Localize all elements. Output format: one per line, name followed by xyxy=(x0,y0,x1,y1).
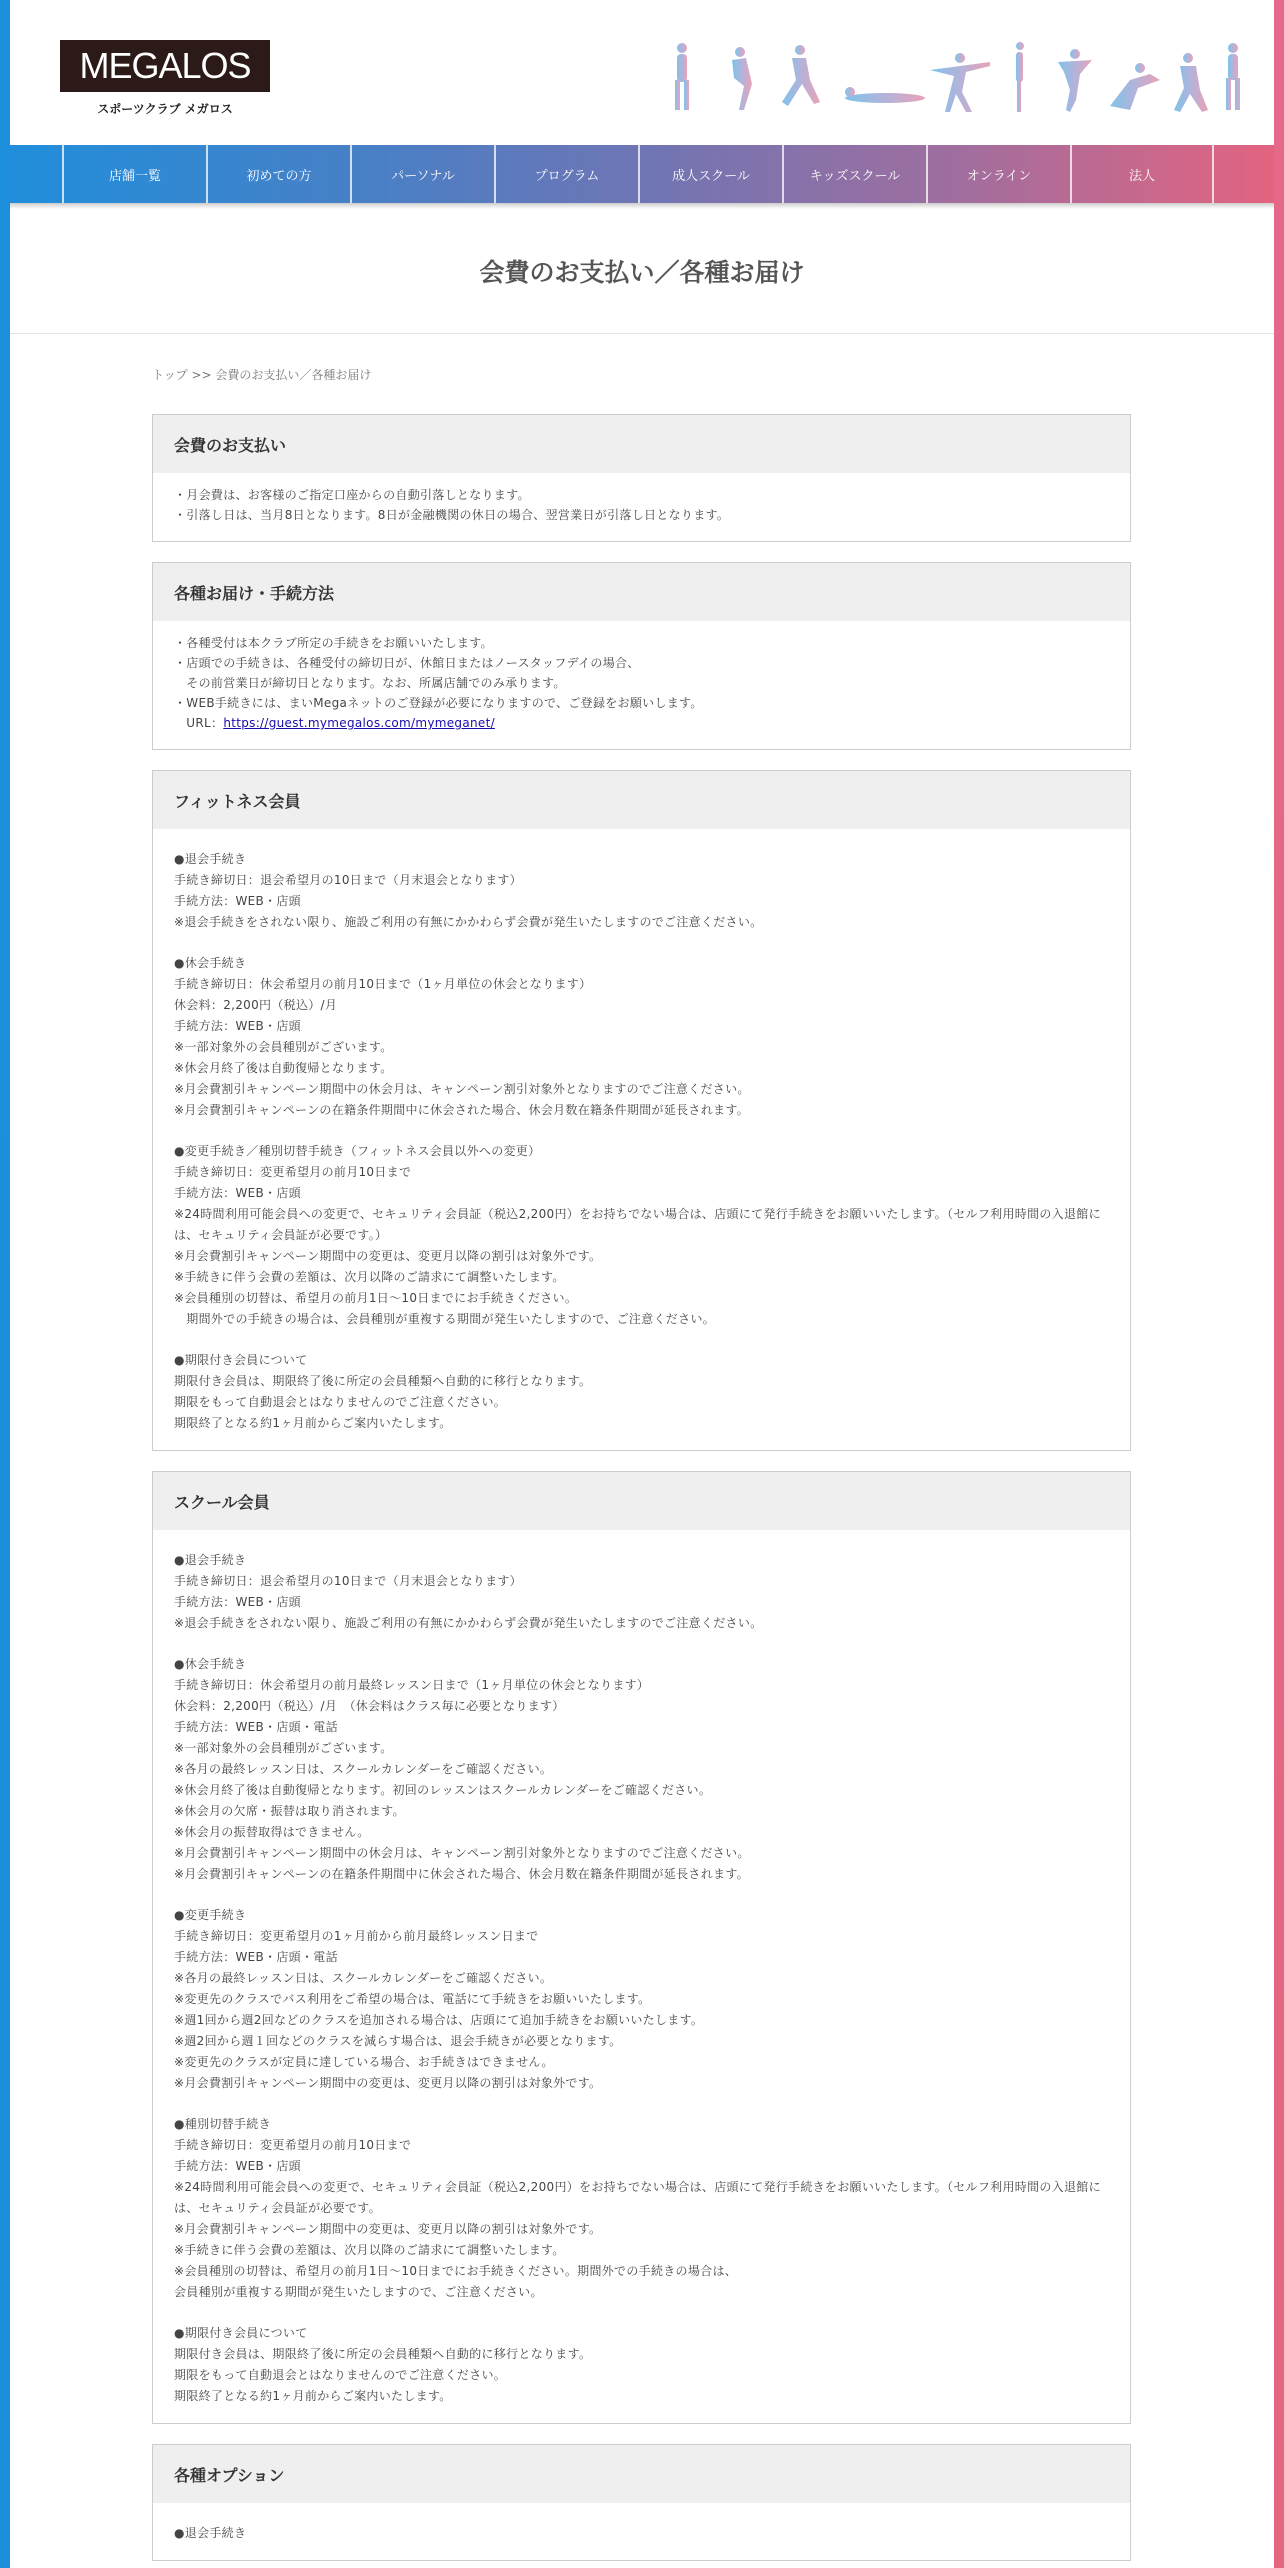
panel-line: ●退会手続き xyxy=(174,2526,247,2540)
panel-line: 手続方法：WEB・店頭 xyxy=(174,2159,301,2173)
panel-line: ※休会月の振替取得はできません。 xyxy=(174,1825,370,1839)
nav-program[interactable]: プログラム xyxy=(494,145,638,203)
panel-line: ・店頭での手続きは、各種受付の締切日が、休館日またはノースタッフデイの場合、 xyxy=(174,656,640,670)
panel-line: ※変更先のクラスが定員に達している場合、お手続きはできません。 xyxy=(174,2055,554,2069)
panel-line: ※月会費割引キャンペーン期間中の休会月は、キャンペーン割引対象外となりますのでご注意ください。 xyxy=(174,1846,750,1860)
nav-store-list[interactable]: 店舗一覧 xyxy=(62,145,206,203)
section-heading: ●変更手続き xyxy=(174,1908,247,1922)
site-header xyxy=(10,0,1274,145)
payment-panel xyxy=(152,414,1131,542)
panel-line: 手続方法：WEB・店頭・電話 xyxy=(174,1950,338,1964)
panel-line: ※月会費割引キャンペーンの在籍条件期間中に休会された場合、休会月数在籍条件期間が延長されます。 xyxy=(174,1103,749,1117)
panel-line: ※一部対象外の会員種別がございます。 xyxy=(174,1040,393,1054)
panel-line: ※休会月終了後は自動復帰となります。初回のレッスンはスクールカレンダーをご確認ください。 xyxy=(174,1783,712,1797)
panel-line: ※退会手続きをされない限り、施設ご利用の有無にかかわらず会費が発生いたしますのでご注意ください。 xyxy=(174,1616,763,1630)
main-content xyxy=(152,414,1131,2568)
nav-adult-school[interactable]: 成人スクール xyxy=(638,145,782,203)
mymeganet-link[interactable]: https://guest.mymegalos.com/mymeganet/ xyxy=(223,716,495,730)
url-label: URL： xyxy=(174,716,224,730)
panel-line: 手続き締切日：退会希望月の10日まで（月末退会となります） xyxy=(174,873,522,887)
panel-line: ※休会月の欠席・振替は取り消されます。 xyxy=(174,1804,405,1818)
breadcrumb xyxy=(152,366,371,383)
main-nav xyxy=(0,145,1284,203)
panel-line: ※月会費割引キャンペーン期間中の変更は、変更月以降の割引は対象外です。 xyxy=(174,2076,602,2090)
panel-line: 手続き締切日：退会希望月の10日まで（月末退会となります） xyxy=(174,1574,522,1588)
panel-title: スクール会員 xyxy=(153,1472,1130,1530)
panel-line: ※週2回から週１回などのクラスを減らす場合は、退会手続きが必要となります。 xyxy=(174,2034,622,2048)
panel-line: ※月会費割引キャンペーン期間中の変更は、変更月以降の割引は対象外です。 xyxy=(174,1249,602,1263)
title-band xyxy=(10,209,1274,334)
panel-body xyxy=(153,473,1130,541)
nav-first-time[interactable]: 初めての方 xyxy=(206,145,350,203)
panel-body xyxy=(153,829,1130,1450)
breadcrumb-current: 会費のお支払い／各種お届け xyxy=(215,368,372,382)
url-line xyxy=(174,713,1109,733)
panel-line: ※会員種別の切替は、希望月の前月1日～10日までにお手続きください。 xyxy=(174,1291,578,1305)
panel-line: ※手続きに伴う会費の差額は、次月以降のご請求にて調整いたします。 xyxy=(174,1270,565,1284)
panel-line: 会員種別が重複する期間が発生いたしますので、ご注意ください。 xyxy=(174,2285,543,2299)
panel-body xyxy=(153,621,1130,749)
section-heading: ●退会手続き xyxy=(174,1553,247,1567)
panel-line: ※会員種別の切替は、希望月の前月1日～10日までにお手続きください。期間外での手続きの場合は、 xyxy=(174,2264,738,2278)
panel-line: ※変更先のクラスでバス利用をご希望の場合は、電話にて手続きをお願いいたします。 xyxy=(174,1992,651,2006)
panel-line: ※各月の最終レッスン日は、スクールカレンダーをご確認ください。 xyxy=(174,1971,553,1985)
panel-line: ※月会費割引キャンペーンの在籍条件期間中に休会された場合、休会月数在籍条件期間が延長されます。 xyxy=(174,1867,749,1881)
options-panel xyxy=(152,2444,1131,2561)
breadcrumb-home-link[interactable]: トップ xyxy=(152,368,188,382)
panel-line: 手続方法：WEB・店頭 xyxy=(174,1186,301,1200)
group-gap xyxy=(174,933,1109,953)
panel-line: ・各種受付は本クラブ所定の手続きをお願いいたします。 xyxy=(174,636,493,650)
section-heading: ●休会手続き xyxy=(174,1657,247,1671)
section-heading: ●種別切替手続き xyxy=(174,2117,271,2131)
group-gap xyxy=(174,1121,1109,1141)
page-title: 会費のお支払い／各種お届け xyxy=(479,258,805,287)
panel-title: フィットネス会員 xyxy=(153,771,1130,829)
left-color-bar xyxy=(0,0,10,2568)
panel-line: 期限終了となる約1ヶ月前からご案内いたします。 xyxy=(174,1416,452,1430)
panel-line: 手続方法：WEB・店頭 xyxy=(174,1595,301,1609)
logo-tagline: スポーツクラブ メガロス xyxy=(97,102,233,116)
panel-line: ※24時間利用可能会員への変更で、セキュリティ会員証（税込2,200円）をお持ちでない場合は、店頭にて発行手続きをお願いいたします。（セルフ利用時間の入退館には、セキュリティ会員証が必要です。） xyxy=(174,1207,1101,1242)
panel-line: その前営業日が締切日となります。なお、所属店舗でのみ承ります。 xyxy=(174,676,566,690)
panel-title: 各種オプション xyxy=(153,2445,1130,2503)
panel-line: ※月会費割引キャンペーン期間中の変更は、変更月以降の割引は対象外です。 xyxy=(174,2222,602,2236)
panel-line: 手続方法：WEB・店頭 xyxy=(174,1019,301,1033)
panel-line: ※休会月終了後は自動復帰となります。 xyxy=(174,1061,393,1075)
panel-line: 休会料：2,200円（税込）/月 （休会料はクラス毎に必要となります） xyxy=(174,1699,565,1713)
athlete-silhouettes-icon xyxy=(660,40,1250,120)
group-gap xyxy=(174,1330,1109,1350)
panel-line: 期限付き会員は、期限終了後に所定の会員種類へ自動的に移行となります。 xyxy=(174,1374,592,1388)
megalos-logo[interactable]: MEGALOS xyxy=(60,40,270,92)
panel-line: 手続き締切日：休会希望月の前月最終レッスン日まで（1ヶ月単位の休会となります） xyxy=(174,1678,650,1692)
group-gap xyxy=(174,2094,1109,2114)
panel-line: 期限終了となる約1ヶ月前からご案内いたします。 xyxy=(174,2389,452,2403)
panel-line: 期限をもって自動退会とはなりませんのでご注意ください。 xyxy=(174,2368,507,2382)
panel-line: 手続き締切日：変更希望月の前月10日まで xyxy=(174,2138,412,2152)
panel-title: 会費のお支払い xyxy=(153,415,1130,473)
section-heading: ●変更手続き／種別切替手続き（フィットネス会員以外への変更） xyxy=(174,1144,541,1158)
panel-line: 休会料：2,200円（税込）/月 xyxy=(174,998,338,1012)
panel-line: 期間外での手続きの場合は、会員種別が重複する期間が発生いたしますので、ご注意ください。 xyxy=(174,1312,715,1326)
fitness-member-panel xyxy=(152,770,1131,1451)
nav-online[interactable]: オンライン xyxy=(926,145,1070,203)
panel-body xyxy=(153,1530,1130,2423)
section-heading: ●休会手続き xyxy=(174,956,247,970)
panel-line: ※各月の最終レッスン日は、スクールカレンダーをご確認ください。 xyxy=(174,1762,553,1776)
panel-line: ※24時間利用可能会員への変更で、セキュリティ会員証（税込2,200円）をお持ちでない場合は、店頭にて発行手続きをお願いいたします。（セルフ利用時間の入退館には、セキュリティ会員証が必要です。 xyxy=(174,2180,1101,2215)
panel-line: ※週1回から週2回などのクラスを追加される場合は、店頭にて追加手続きをお願いいたします。 xyxy=(174,2013,704,2027)
panel-line: 手続き締切日：休会希望月の前月10日まで（1ヶ月単位の休会となります） xyxy=(174,977,592,991)
nav-personal[interactable]: パーソナル xyxy=(350,145,494,203)
nav-kids-school[interactable]: キッズスクール xyxy=(782,145,926,203)
nav-corporate[interactable]: 法人 xyxy=(1070,145,1214,203)
panel-line: 期限をもって自動退会とはなりませんのでご注意ください。 xyxy=(174,1395,507,1409)
section-heading: ●期限付き会員について xyxy=(174,2326,308,2340)
panel-line: ・引落し日は、当月8日となります。8日が金融機関の休日の場合、翌営業日が引落し日となります。 xyxy=(174,508,730,522)
section-heading: ●期限付き会員について xyxy=(174,1353,308,1367)
panel-line: 手続き締切日：変更希望月の1ヶ月前から前月最終レッスン日まで xyxy=(174,1929,539,1943)
panel-title: 各種お届け・手続方法 xyxy=(153,563,1130,621)
panel-body xyxy=(153,2503,1130,2560)
group-gap xyxy=(174,1885,1109,1905)
panel-line: 手続き締切日：変更希望月の前月10日まで xyxy=(174,1165,412,1179)
panel-line: ※退会手続きをされない限り、施設ご利用の有無にかかわらず会費が発生いたしますのでご注意ください。 xyxy=(174,915,763,929)
panel-line: 手続方法：WEB・店頭 xyxy=(174,894,301,908)
right-color-bar xyxy=(1274,0,1284,2568)
panel-line: ・月会費は、お客様のご指定口座からの自動引落しとなります。 xyxy=(174,488,530,502)
section-heading: ●退会手続き xyxy=(174,852,247,866)
panel-line: ※手続きに伴う会費の差額は、次月以降のご請求にて調整いたします。 xyxy=(174,2243,565,2257)
procedures-panel xyxy=(152,562,1131,750)
school-member-panel xyxy=(152,1471,1131,2424)
panel-line: ※一部対象外の会員種別がございます。 xyxy=(174,1741,393,1755)
panel-line: 手続方法：WEB・店頭・電話 xyxy=(174,1720,338,1734)
group-gap xyxy=(174,1634,1109,1654)
breadcrumb-separator: >> xyxy=(187,368,216,382)
panel-line: ・WEB手続きには、まいMegaネットのご登録が必要になりますので、ご登録をお願いします。 xyxy=(174,696,703,710)
panel-line: 期限付き会員は、期限終了後に所定の会員種類へ自動的に移行となります。 xyxy=(174,2347,592,2361)
group-gap xyxy=(174,2303,1109,2323)
panel-line: ※月会費割引キャンペーン期間中の休会月は、キャンペーン割引対象外となりますのでご注意ください。 xyxy=(174,1082,750,1096)
